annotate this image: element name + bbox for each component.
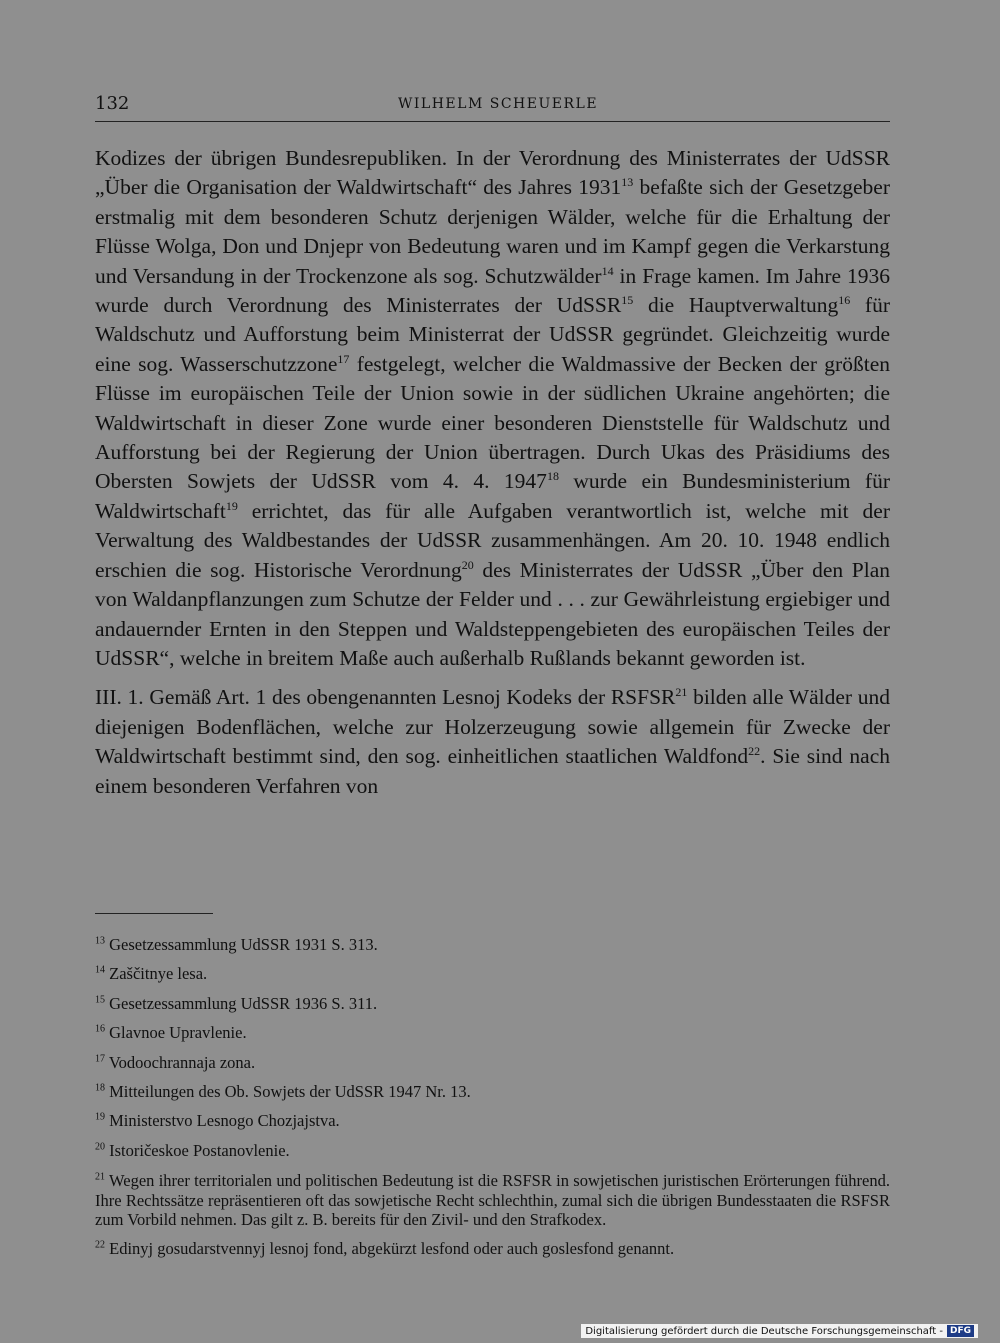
paragraph: Kodizes der übrigen Bundesrepubliken. In der Verordnung des Ministerrates der UdSSR „Über die Organisation der Waldwirtschaft“ des Jahres 1931$^{13}$ befaßte sich der Gesetzgeber erstmalig mit dem besonderen Schutz derjenigen Wälder, welche für die Erhaltung der Flüsse Wolga, Don und Dnjepr von Bedeutung waren und im Kampf gegen die Verkarstung und Versandung in der Trockenzone als sog. Schutzwälder$^{14}$ in Frage kamen. Im Jahre 1936 wurde durch Verordnung des Ministerrates der UdSSR$^{15}$ die Hauptverwaltung$^{16}$ für Waldschutz und Aufforstung beim Ministerrat der UdSSR gegründet. Gleichzeitig wurde eine sog. Wasserschutzzone$^{17}$ festgelegt, welcher die Waldmassive der Becken der größten Flüsse im europäischen Teile der Union sowie in der südlichen Ukraine angehörten; die Waldwirtschaft in dieser Zone wurde einer besonderen Dienststelle für Waldschutz und Aufforstung bei der Regierung der Union übertragen. Durch Ukas des Präsidiums des Obersten Sowjets der UdSSR vom 4. 4. 1947$^{18}$ wurde ein Bundesministerium für Waldwirtschaft$^{19}$ errichtet, das für alle Aufgaben verantwortlich ist, welche mit der Verwaltung des Waldbestandes der UdSSR zusammenhängen. Am 20. 10. 1948 endlich erschien die sog. Historische Verordnung$^{20}$ des Ministerrates der UdSSR „Über den Plan von Waldanpflanzungen zum Schutze der Felder und . . . zur Gewährleistung ergiebiger und andauernder Ernten in den Steppen und Waldsteppengebieten des europäischen Teiles der UdSSR“, welche in breitem Maße auch außerhalb Rußlands bekannt geworden ist.: [95, 146, 891, 670]
footnote-text: Mitteilungen des Ob. Sowjets der UdSSR 1947 Nr. 13.: [105, 1082, 471, 1102]
footnote-number: 20: [95, 1141, 105, 1153]
footnote-number: 14: [95, 964, 105, 976]
running-head: WILHELM SCHEUERLE: [398, 96, 599, 112]
footnote-number: 16: [95, 1023, 105, 1035]
footnote-text: Vodoochrannaja zona.: [105, 1052, 256, 1072]
digitization-credit: [581, 1324, 978, 1338]
footnote: [95, 1106, 890, 1135]
footnote: [95, 1136, 890, 1165]
footnote-text: Ministerstvo Lesnogo Chozjajstva.: [105, 1111, 340, 1131]
footnote: [95, 930, 890, 959]
footnote-ref: 20: [461, 557, 474, 572]
footnote-ref: 17: [337, 351, 350, 366]
footnote: [95, 1048, 890, 1077]
footnote-number: 21: [95, 1171, 105, 1183]
footnote-text: Gesetzessammlung UdSSR 1936 S. 311.: [105, 993, 378, 1013]
footnote-ref: 22: [748, 743, 761, 758]
footnote-ref: 13: [621, 175, 634, 190]
footnote: [95, 989, 890, 1018]
footnotes: [95, 930, 890, 1263]
footnote: [95, 1018, 890, 1047]
footnote-number: 17: [95, 1053, 105, 1065]
footnote-number: 13: [95, 935, 105, 947]
footnote-ref: 14: [601, 263, 614, 278]
footnote-ref: 16: [838, 292, 851, 307]
footnote-text: Istoričeskoe Postanovlenie.: [105, 1140, 290, 1160]
footnote-number: 18: [95, 1082, 105, 1094]
footnote-text: Glavnoe Upravlenie.: [105, 1023, 247, 1043]
footnote-ref: 21: [675, 685, 688, 700]
header-rule: [95, 121, 890, 122]
credit-text: Digitalisierung gefördert durch die Deutsche Forschungsgemeinschaft -: [585, 1325, 943, 1337]
footnote-ref: 18: [546, 469, 559, 484]
footnote: [95, 1171, 890, 1230]
footnote-ref: 15: [621, 292, 634, 307]
footnote-text: Gesetzessammlung UdSSR 1931 S. 313.: [105, 935, 378, 954]
footnote-text: Edinyj gosudarstvennyj lesnoj fond, abgekürzt lesfond oder auch goslesfond genannt.: [105, 1238, 675, 1258]
footnote-text: Wegen ihrer territorialen und politischen Bedeutung ist die RSFSR in sowjetischen juristischen Erörterungen führend. Ihre Rechtssätze repräsentieren oft das sowjetische Recht schlechthin, zumal sich die übrigen Bundesstaaten die RSFSR zum Vorbild nehmen. Das gilt z. B. bereits für den Zivil- und den Strafkodex.: [95, 1171, 890, 1230]
footnote: [95, 959, 890, 988]
footnote: [95, 1077, 890, 1106]
page-header: [95, 93, 890, 123]
footnote-number: 19: [95, 1111, 105, 1123]
dfg-logo: DFG: [947, 1325, 974, 1337]
page-number: 132: [95, 93, 130, 114]
footnote: [95, 1234, 890, 1263]
footnote-number: 15: [95, 994, 105, 1006]
footnote-ref: 19: [225, 498, 238, 513]
body-text: [95, 144, 890, 801]
footnote-rule: [95, 913, 213, 914]
paragraph: III. 1. Gemäß Art. 1 des obengenannten Lesnoj Kodeks der RSFSR$^{21}$ bilden alle Wälder und diejenigen Bodenflächen, welche zur Holzerzeugung sowie allgemein für Zwecke der Waldwirtschaft bestimmt sind, den sog. einheitlichen staatlichen Waldfond$^{22}$. Sie sind nach einem besonderen Verfahren von: [95, 685, 890, 798]
footnote-text: Zaščitnye lesa.: [105, 964, 208, 984]
footnote-number: 22: [95, 1239, 105, 1251]
